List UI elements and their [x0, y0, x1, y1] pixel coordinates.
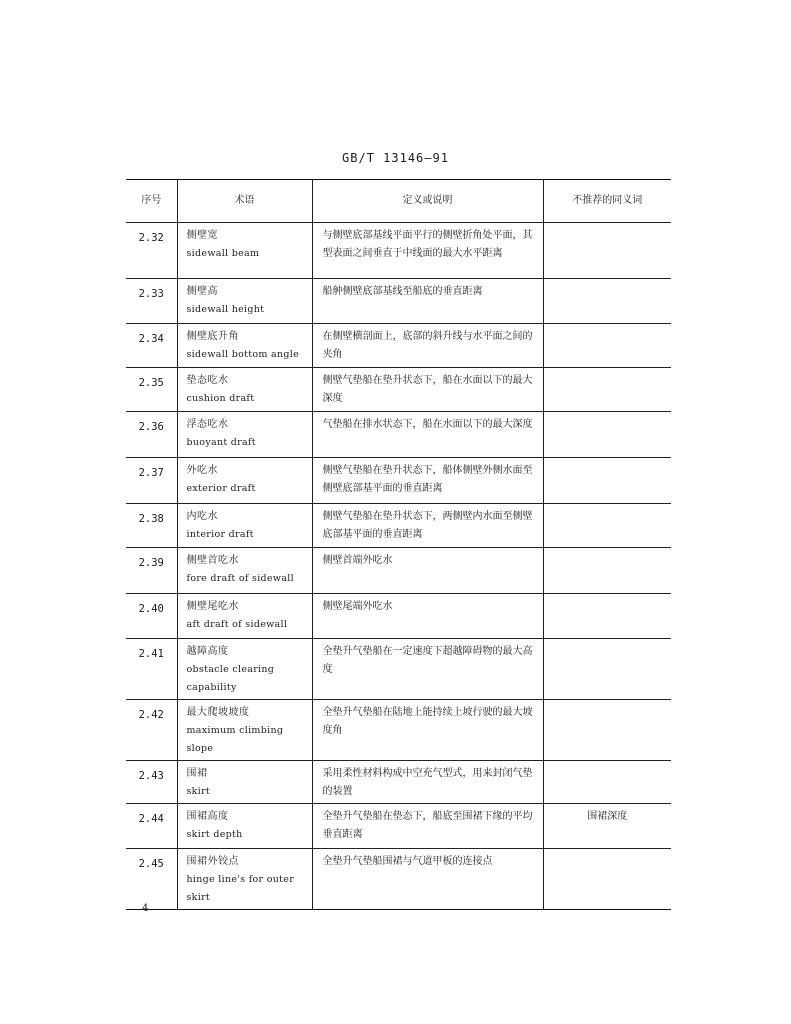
term-cell: [177, 504, 312, 548]
synonym-cell: [543, 412, 671, 458]
row-num: 2.34: [126, 324, 177, 368]
term-cell: [177, 279, 312, 324]
row-num: 2.36: [126, 412, 177, 458]
term-zh: 外吃水: [186, 465, 218, 476]
term-zh: 侧壁底升角: [186, 331, 239, 342]
term-en: buoyant draft: [186, 437, 256, 448]
term-cell: [177, 849, 312, 910]
synonym-cell: [543, 761, 671, 804]
synonym-cell: [543, 639, 671, 700]
term-zh: 侧壁首吃水: [186, 555, 239, 566]
row-num: 2.40: [126, 594, 177, 639]
table-row: [126, 324, 671, 368]
term-zh: 内吃水: [186, 511, 218, 522]
term-zh: 围裙外铰点: [186, 856, 239, 867]
row-num: 2.38: [126, 504, 177, 548]
row-num: 2.37: [126, 458, 177, 504]
term-zh: 围裙高度: [186, 811, 229, 822]
table-row: [126, 548, 671, 594]
row-num: 2.32: [126, 223, 177, 279]
term-cell: [177, 458, 312, 504]
synonym-cell: [543, 458, 671, 504]
table-row: [126, 279, 671, 324]
term-en: sidewall bottom angle: [186, 349, 300, 360]
synonym-cell: [543, 223, 671, 279]
term-zh: 侧壁高: [186, 286, 218, 297]
table-row: [126, 504, 671, 548]
row-num: 2.44: [126, 804, 177, 849]
term-en: aft draft of sidewall: [186, 619, 288, 630]
definition-cell: 全垫升气垫船在垫态下，船底至围裙下缘的平均垂直距离: [312, 804, 543, 849]
row-num: 2.39: [126, 548, 177, 594]
row-num: 2.41: [126, 639, 177, 700]
page-number: 4: [142, 903, 149, 914]
term-zh: 越障高度: [186, 646, 229, 657]
term-en: cushion draft: [186, 393, 255, 404]
definition-cell: 侧壁气垫船在垫升状态下，两侧壁内水面至侧壁底部基平面的垂直距离: [312, 504, 543, 548]
term-zh: 最大爬坡坡度: [186, 707, 250, 718]
term-cell: [177, 761, 312, 804]
term-cell: [177, 548, 312, 594]
table-row: [126, 700, 671, 761]
synonym-cell: [543, 324, 671, 368]
table-row: [126, 412, 671, 458]
term-en: exterior draft: [186, 483, 256, 494]
term-cell: [177, 324, 312, 368]
table-row: [126, 639, 671, 700]
definition-cell: 侧壁首端外吃水: [312, 548, 543, 594]
term-cell: [177, 223, 312, 279]
term-en: hinge line's for outer skirt: [186, 874, 295, 903]
definition-cell: 船舯侧壁底部基线至船底的垂直距离: [312, 279, 543, 324]
row-num: 2.35: [126, 368, 177, 412]
header-definition: 定义或说明: [312, 180, 543, 223]
table-header-row: [126, 180, 671, 223]
row-num: 2.45: [126, 849, 177, 910]
row-num: 2.42: [126, 700, 177, 761]
table-row: [126, 368, 671, 412]
synonym-cell: 围裙深度: [543, 804, 671, 849]
term-en: sidewall height: [186, 304, 265, 315]
definition-cell: 全垫升气垫船在陆地上能持续上坡行驶的最大坡度角: [312, 700, 543, 761]
definition-cell: 侧壁尾端外吃水: [312, 594, 543, 639]
table-row: [126, 223, 671, 279]
term-cell: [177, 368, 312, 412]
term-en: maximum climbing slope: [186, 725, 284, 754]
term-en: fore draft of sidewall: [186, 573, 294, 584]
term-en: skirt: [186, 786, 211, 797]
definition-cell: 采用柔性材料构成中空充气型式，用来封闭气垫的装置: [312, 761, 543, 804]
definition-cell: 与侧壁底部基线平面平行的侧壁折角处平面，其型表面之间垂直于中线面的最大水平距离: [312, 223, 543, 279]
table-row: [126, 849, 671, 910]
synonym-cell: [543, 279, 671, 324]
row-num: 2.33: [126, 279, 177, 324]
definition-cell: 侧壁气垫船在垫升状态下，船在水面以下的最大深度: [312, 368, 543, 412]
definition-cell: 全垫升气垫船围裙与气道甲板的连接点: [312, 849, 543, 910]
term-zh: 垫态吃水: [186, 375, 229, 386]
definition-cell: 在侧壁横剖面上，底部的斜升线与水平面之间的夹角: [312, 324, 543, 368]
term-cell: [177, 594, 312, 639]
term-en: interior draft: [186, 529, 254, 540]
standard-header: GB/T 13146—91: [342, 151, 449, 165]
term-zh: 浮态吃水: [186, 419, 229, 430]
synonym-cell: [543, 504, 671, 548]
table-row: [126, 804, 671, 849]
synonym-cell: [543, 700, 671, 761]
term-en: obstacle clearing capability: [186, 664, 275, 693]
definition-cell: 侧壁气垫船在垫升状态下，船体侧壁外侧水面至侧壁底部基平面的垂直距离: [312, 458, 543, 504]
header-synonym: 不推荐的同义词: [543, 180, 671, 223]
term-cell: [177, 639, 312, 700]
term-zh: 侧壁尾吃水: [186, 601, 239, 612]
synonym-cell: [543, 368, 671, 412]
term-zh: 侧壁宽: [186, 230, 218, 241]
terms-table: [126, 179, 671, 910]
header-term: 术语: [177, 180, 312, 223]
header-num: 序号: [126, 180, 177, 223]
synonym-cell: [543, 849, 671, 910]
definition-cell: 气垫船在排水状态下，船在水面以下的最大深度: [312, 412, 543, 458]
term-en: skirt depth: [186, 829, 243, 840]
definition-cell: 全垫升气垫船在一定速度下超越障碍物的最大高度: [312, 639, 543, 700]
term-cell: [177, 700, 312, 761]
term-zh: 围裙: [186, 768, 208, 779]
term-en: sidewall beam: [186, 248, 260, 259]
synonym-cell: [543, 548, 671, 594]
term-cell: [177, 804, 312, 849]
table-row: [126, 458, 671, 504]
synonym-cell: [543, 594, 671, 639]
table-row: [126, 594, 671, 639]
term-cell: [177, 412, 312, 458]
table-row: [126, 761, 671, 804]
row-num: 2.43: [126, 761, 177, 804]
